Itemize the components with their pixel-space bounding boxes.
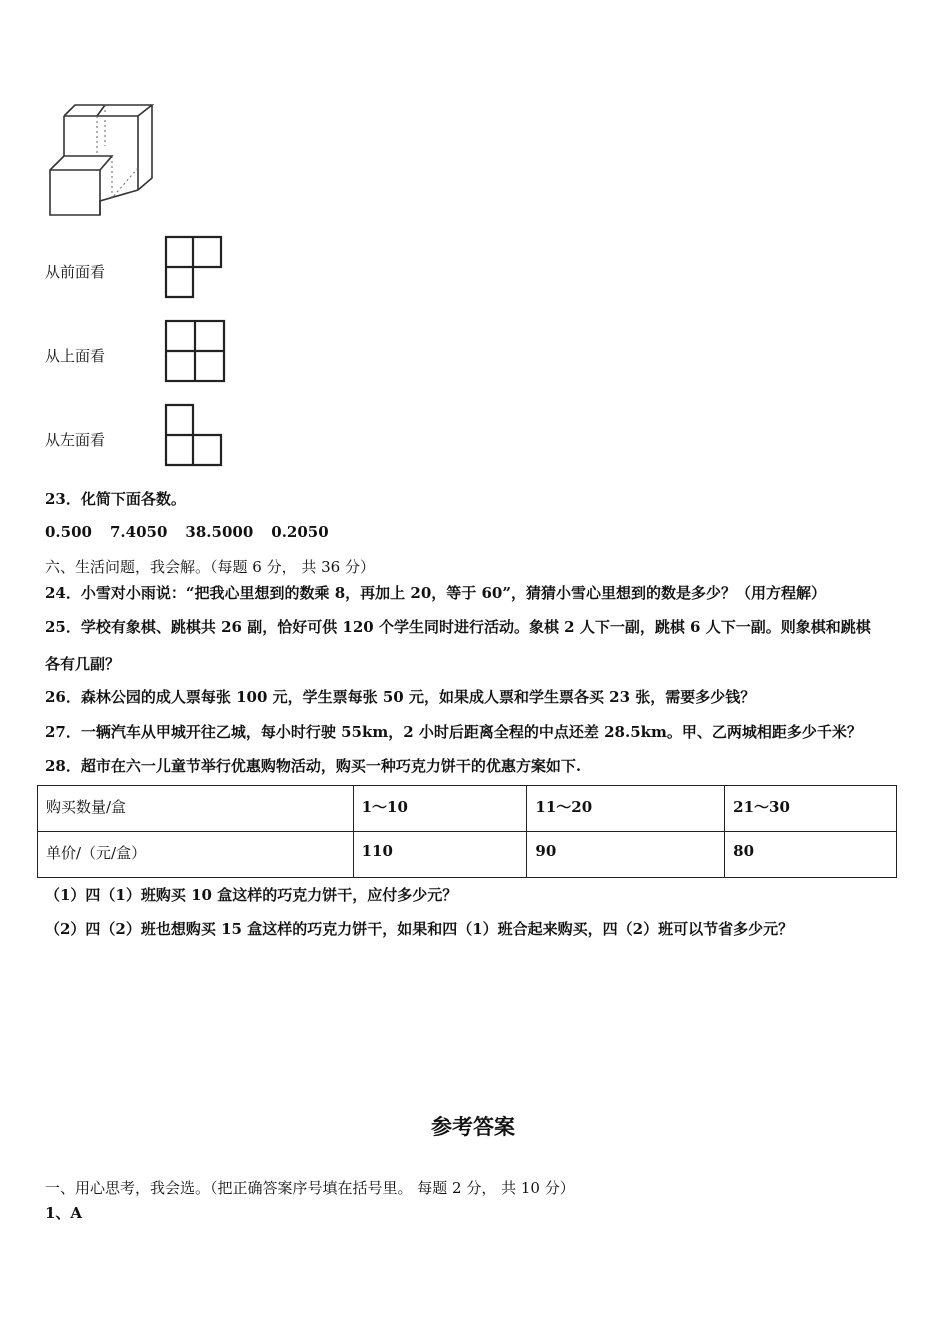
q28-sub2: （2）四（2）班也想购买 15 盒这样的巧克力饼干，如果和四（1）班合起来购买，四（2）班可以节省多少元？ xyxy=(45,920,794,938)
q28-sub1: （1）四（1）班购买 10 盒这样的巧克力饼干，应付多少元？ xyxy=(45,886,458,904)
front-view-label: 从前面看 xyxy=(45,263,106,281)
q23-title: 23．化简下面各数。 xyxy=(45,490,186,508)
table-cell: 购买数量/盒 xyxy=(38,786,354,832)
top-view-label: 从上面看 xyxy=(45,347,106,365)
front-view-diagram xyxy=(163,234,225,300)
q23-number: 38.5000 xyxy=(185,523,254,541)
q26-text: 26．森林公园的成人票每张 100 元，学生票每张 50 元，如果成人票和学生票各买 23 张，需要多少钱？ xyxy=(45,688,756,706)
table-row xyxy=(38,832,897,878)
left-view-label: 从左面看 xyxy=(45,431,106,449)
table-cell: 单价/（元/盒） xyxy=(38,832,354,878)
q27-text: 27．一辆汽车从甲城开往乙城，每小时行驶 55km，2 小时后距离全程的中点还差 28.5km。甲、乙两城相距多少千米？ xyxy=(45,723,862,741)
answers-title: 参考答案 xyxy=(431,1115,515,1139)
q28-intro: 28．超市在六一儿童节举行优惠购物活动，购买一种巧克力饼干的优惠方案如下. xyxy=(45,757,582,775)
table-cell: 110 xyxy=(353,832,527,878)
q23-number: 7.4050 xyxy=(109,523,168,541)
answers-section1: 一、用心思考，我会选。（把正确答案序号填在括号里。 每题 2 分， 共 10 分） xyxy=(45,1179,575,1197)
table-cell: 80 xyxy=(725,832,897,878)
table-cell: 90 xyxy=(527,832,725,878)
left-view-diagram xyxy=(163,402,225,468)
table-cell: 21～30 xyxy=(725,786,897,832)
table-cell: 1～10 xyxy=(353,786,527,832)
table-cell: 11～20 xyxy=(527,786,725,832)
cube-figure xyxy=(42,98,162,223)
top-view-diagram xyxy=(163,318,227,384)
section6-heading: 六、生活问题，我会解。（每题 6 分， 共 36 分） xyxy=(45,558,375,576)
q25-line2: 各有几副？ xyxy=(45,655,121,673)
q23-number: 0.2050 xyxy=(271,523,329,541)
answer-1: 1、A xyxy=(45,1204,83,1222)
q23-numbers xyxy=(45,523,329,541)
q24-text: 24．小雪对小雨说：“把我心里想到的数乘 8，再加上 20，等于 60”，猜猜小雪心里想到的数是多少？（用方程解） xyxy=(45,584,826,602)
price-table xyxy=(37,785,897,878)
q25-line1: 25．学校有象棋、跳棋共 26 副，恰好可供 120 个学生同时进行活动。象棋 2 人下一副，跳棋 6 人下一副。则象棋和跳棋 xyxy=(45,618,871,636)
table-row xyxy=(38,786,897,832)
q23-number: 0.500 xyxy=(45,523,92,541)
